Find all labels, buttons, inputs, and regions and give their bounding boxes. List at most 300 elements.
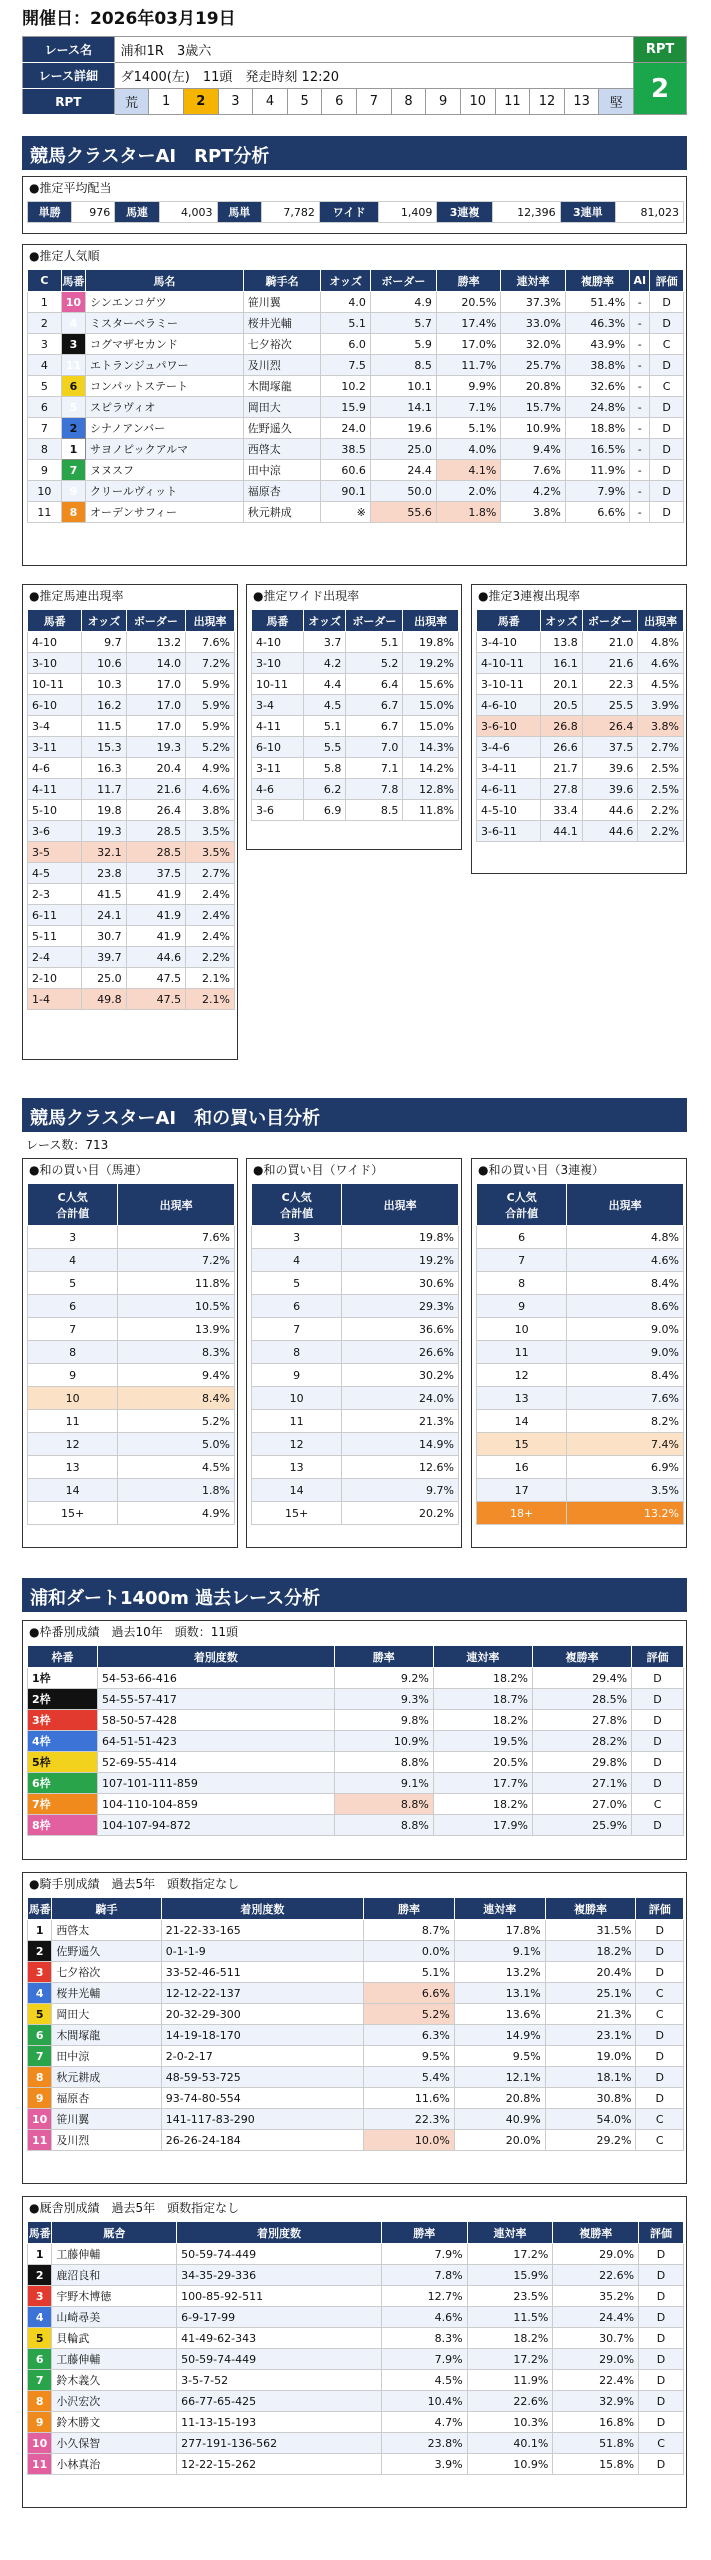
wa_umaren-cell: 5 xyxy=(28,1272,118,1295)
wa_wide-cell: 8 xyxy=(252,1341,342,1364)
waku-cell: C xyxy=(632,1794,684,1815)
sanfuku-cell: 44.6 xyxy=(582,800,638,821)
waku-cell: 8.8% xyxy=(334,1794,433,1815)
wa_wide-cell: 4 xyxy=(252,1249,342,1272)
wa_san-header-sum: C人気 合計値 xyxy=(477,1184,567,1226)
trainer-cell: 51.8% xyxy=(553,2433,639,2454)
popularity-cell: - xyxy=(630,376,650,397)
umaren-cell: 14.0 xyxy=(126,653,185,674)
wa_san-cell: 8 xyxy=(477,1272,567,1295)
waku-header: 複勝率 xyxy=(532,1646,631,1668)
table-row xyxy=(477,1295,684,1318)
table-row xyxy=(252,758,459,779)
jockey-cell: 31.5% xyxy=(545,1920,636,1941)
popularity-cell: - xyxy=(630,439,650,460)
wide-cell: 19.8% xyxy=(403,632,459,653)
popularity-cell: 5 xyxy=(61,397,85,418)
trainer-cell: D xyxy=(639,2307,684,2328)
umaren-cell: 41.9 xyxy=(126,926,185,947)
table-row xyxy=(28,2130,684,2151)
trainer-cell: D xyxy=(639,2412,684,2433)
jockey-cell: 29.2% xyxy=(545,2130,636,2151)
table-row xyxy=(477,1341,684,1364)
popularity-cell: クリールヴィット xyxy=(86,481,244,502)
trainer-cell: 1 xyxy=(28,2244,52,2265)
trainer-cell: 66-77-65-425 xyxy=(177,2391,382,2412)
popularity-cell: 2.0% xyxy=(436,481,500,502)
sanfuku-cell: 2.2% xyxy=(638,821,684,842)
jockey-cell: 18.2% xyxy=(545,1941,636,1962)
popularity-cell: C xyxy=(650,334,684,355)
sanfuku-cell: 4-10-11 xyxy=(477,653,541,674)
popularity-cell: 6.6% xyxy=(565,502,629,523)
wa_wide-cell: 14.9% xyxy=(342,1433,459,1456)
wa-san-title: ●和の買い目（3連複） xyxy=(478,1163,605,1177)
waku-cell: 29.4% xyxy=(532,1668,631,1689)
trainer-header: 勝率 xyxy=(381,2222,467,2244)
popularity-cell: 8 xyxy=(61,502,85,523)
popularity-title: ●推定人気順 xyxy=(29,249,100,263)
rpt-scale-cell: 4 xyxy=(253,89,288,115)
table-row xyxy=(28,1272,235,1295)
popularity-cell: - xyxy=(630,481,650,502)
table-row xyxy=(28,502,684,523)
umaren-cell: 11.7 xyxy=(82,779,127,800)
trainer-cell: 10 xyxy=(28,2433,52,2454)
trainer-header: 厩舎 xyxy=(52,2222,177,2244)
waku-cell: D xyxy=(632,1773,684,1794)
popularity-cell: C xyxy=(650,376,684,397)
trainer-cell: 50-59-74-449 xyxy=(177,2244,382,2265)
umaren-cell: 6-11 xyxy=(28,905,82,926)
popularity-cell: 福原杏 xyxy=(243,481,321,502)
table-row xyxy=(28,674,235,695)
popularity-cell: 16.5% xyxy=(565,439,629,460)
avg-payout-label: 3連単 xyxy=(560,202,615,223)
table-row xyxy=(28,2088,684,2109)
umaren-cell: 16.2 xyxy=(82,695,127,716)
wide-cell: 6.4 xyxy=(346,674,403,695)
trainer-cell: 11.9% xyxy=(467,2370,553,2391)
umaren-cell: 2-4 xyxy=(28,947,82,968)
jockey-header: 着別度数 xyxy=(161,1898,363,1920)
jockey-cell: 4 xyxy=(28,1983,52,2004)
trainer-cell: 11-13-15-193 xyxy=(177,2412,382,2433)
popularity-cell: 笹川翼 xyxy=(243,292,321,313)
jockey-cell: 岡田大 xyxy=(52,2004,161,2025)
waku-header: 枠番 xyxy=(28,1646,98,1668)
wa_san-cell: 17 xyxy=(477,1479,567,1502)
sanfuku-cell: 27.8 xyxy=(541,779,583,800)
race-detail: ダ1400(左) 11頭 発走時刻 12:20 xyxy=(114,63,633,89)
waku-cell: 17.7% xyxy=(433,1773,532,1794)
table-row xyxy=(477,1387,684,1410)
table-row xyxy=(28,2307,684,2328)
trainer-cell: 小沢宏次 xyxy=(52,2391,177,2412)
wide-cell: 4.4 xyxy=(303,674,346,695)
popularity-cell: ヌヌスフ xyxy=(86,460,244,481)
sanfuku-cell: 2.2% xyxy=(638,800,684,821)
popularity-cell: 55.6 xyxy=(370,502,436,523)
rpt-analysis-header: 競馬クラスターAI RPT分析 xyxy=(22,136,687,170)
sanfuku-cell: 26.6 xyxy=(541,737,583,758)
table-row xyxy=(28,313,684,334)
trainer-cell: 40.1% xyxy=(467,2433,553,2454)
popularity-cell: 3 xyxy=(28,334,62,355)
trainer-cell: 2 xyxy=(28,2265,52,2286)
waku-cell: 28.5% xyxy=(532,1689,631,1710)
wa_umaren-cell: 12 xyxy=(28,1433,118,1456)
waku-cell: 5枠 xyxy=(28,1752,98,1773)
table-row xyxy=(252,1272,459,1295)
jockey-cell: 福原杏 xyxy=(52,2088,161,2109)
trainer-cell: 貝輪武 xyxy=(52,2328,177,2349)
jockey-cell: 12.1% xyxy=(454,2067,545,2088)
popularity-cell: 90.1 xyxy=(321,481,370,502)
jockey-cell: 秋元耕成 xyxy=(52,2067,161,2088)
waku-cell: 107-101-111-859 xyxy=(98,1773,335,1794)
waku-cell: 18.2% xyxy=(433,1794,532,1815)
popularity-cell: D xyxy=(650,502,684,523)
trainer-title: ●厩舎別成績 過去5年 頭数指定なし xyxy=(29,2201,240,2215)
popularity-cell: 4 xyxy=(61,313,85,334)
wa_san-cell: 7.4% xyxy=(567,1433,684,1456)
table-row xyxy=(28,439,684,460)
avg-payout-label: 馬単 xyxy=(217,202,261,223)
jockey-cell: 9.5% xyxy=(364,2046,455,2067)
waku-cell: 54-55-57-417 xyxy=(98,1689,335,1710)
waku-cell: 10.9% xyxy=(334,1731,433,1752)
jockey-cell: 9 xyxy=(28,2088,52,2109)
popularity-cell: 6 xyxy=(28,397,62,418)
table-row xyxy=(252,632,459,653)
popularity-cell: 24.4 xyxy=(370,460,436,481)
sanfuku-cell: 3.8% xyxy=(638,716,684,737)
popularity-cell: D xyxy=(650,481,684,502)
jockey-cell: D xyxy=(636,1920,684,1941)
table-row xyxy=(28,1456,235,1479)
trainer-cell: D xyxy=(639,2328,684,2349)
trainer-cell: 8.3% xyxy=(381,2328,467,2349)
sanfuku-cell: 4.6% xyxy=(638,653,684,674)
sanfuku-cell: 21.0 xyxy=(582,632,638,653)
sanfuku-header: 馬番 xyxy=(477,610,541,632)
trainer-cell: 工藤伸輔 xyxy=(52,2349,177,2370)
umaren-cell: 24.1 xyxy=(82,905,127,926)
table-row xyxy=(477,1502,684,1525)
umaren-cell: 3-10 xyxy=(28,653,82,674)
popularity-cell: 8.5 xyxy=(370,355,436,376)
popularity-cell: 25.7% xyxy=(501,355,565,376)
jockey-cell: 20.0% xyxy=(454,2130,545,2151)
table-row xyxy=(477,653,684,674)
wide-cell: 15.6% xyxy=(403,674,459,695)
umaren-cell: 30.7 xyxy=(82,926,127,947)
table-row xyxy=(28,1920,684,1941)
waku-cell: 104-107-94-872 xyxy=(98,1815,335,1836)
table-row xyxy=(28,1710,684,1731)
table-row xyxy=(252,653,459,674)
wide-cell: 7.8 xyxy=(346,779,403,800)
wide-cell: 10-11 xyxy=(252,674,304,695)
umaren-cell: 26.4 xyxy=(126,800,185,821)
wa_umaren-cell: 5.0% xyxy=(118,1433,235,1456)
table-row xyxy=(252,737,459,758)
jockey-cell: 54.0% xyxy=(545,2109,636,2130)
popularity-cell: 岡田大 xyxy=(243,397,321,418)
wa_wide-cell: 14 xyxy=(252,1479,342,1502)
wa_umaren-cell: 8 xyxy=(28,1341,118,1364)
waku-cell: 8枠 xyxy=(28,1815,98,1836)
popularity-cell: コグマザセカンド xyxy=(86,334,244,355)
popularity-header: 連対率 xyxy=(501,270,565,292)
umaren-box xyxy=(22,584,238,1060)
popularity-cell: 4.1% xyxy=(436,460,500,481)
sanfuku-cell: 4-6-11 xyxy=(477,779,541,800)
wide-cell: 7.1 xyxy=(346,758,403,779)
popularity-header: ボーダー xyxy=(370,270,436,292)
waku-cell: 64-51-51-423 xyxy=(98,1731,335,1752)
popularity-cell: 10.9% xyxy=(501,418,565,439)
trainer-cell: 7.9% xyxy=(381,2349,467,2370)
table-row xyxy=(477,716,684,737)
popularity-header: オッズ xyxy=(321,270,370,292)
wide-cell: 15.0% xyxy=(403,695,459,716)
table-row xyxy=(28,1731,684,1752)
rpt-scale-cell: 9 xyxy=(426,89,461,115)
past-race-header: 浦和ダート1400m 過去レース分析 xyxy=(22,1578,687,1612)
table-row xyxy=(28,1815,684,1836)
table-row xyxy=(28,905,235,926)
trainer-cell: 山崎尋美 xyxy=(52,2307,177,2328)
table-row xyxy=(28,2391,684,2412)
popularity-box xyxy=(22,244,687,566)
jockey-cell: 19.0% xyxy=(545,2046,636,2067)
umaren-cell: 3-4 xyxy=(28,716,82,737)
waku-cell: 27.1% xyxy=(532,1773,631,1794)
waku-cell: 18.2% xyxy=(433,1668,532,1689)
umaren-cell: 5-11 xyxy=(28,926,82,947)
wa_wide-cell: 5 xyxy=(252,1272,342,1295)
wide-cell: 12.8% xyxy=(403,779,459,800)
table-row xyxy=(28,2433,684,2454)
waku-cell: D xyxy=(632,1731,684,1752)
popularity-cell: オーデンサフィー xyxy=(86,502,244,523)
trainer-cell: 29.0% xyxy=(553,2244,639,2265)
popularity-cell: コンパットステート xyxy=(86,376,244,397)
popularity-header: 馬番 xyxy=(61,270,85,292)
wide-cell: 4.5 xyxy=(303,695,346,716)
avg-payout-label: ワイド xyxy=(319,202,379,223)
trainer-cell: D xyxy=(639,2391,684,2412)
waku-cell: D xyxy=(632,1710,684,1731)
waku-header: 勝率 xyxy=(334,1646,433,1668)
wa_wide-cell: 13 xyxy=(252,1456,342,1479)
popularity-cell: 50.0 xyxy=(370,481,436,502)
wa_san-cell: 10 xyxy=(477,1318,567,1341)
trainer-table xyxy=(27,2221,684,2475)
wa_san-cell: 7 xyxy=(477,1249,567,1272)
trainer-cell: 17.2% xyxy=(467,2244,553,2265)
umaren-cell: 4-10 xyxy=(28,632,82,653)
jockey-cell: 5.1% xyxy=(364,1962,455,1983)
wa_wide-cell: 10 xyxy=(252,1387,342,1410)
rpt-scale-cell: 8 xyxy=(391,89,426,115)
jockey-cell: 30.8% xyxy=(545,2088,636,2109)
wide-cell: 3.7 xyxy=(303,632,346,653)
umaren-cell: 17.0 xyxy=(126,695,185,716)
table-row xyxy=(28,2349,684,2370)
popularity-cell: 37.3% xyxy=(501,292,565,313)
wa_umaren-cell: 6 xyxy=(28,1295,118,1318)
trainer-cell: D xyxy=(639,2454,684,2475)
jockey-cell: 17.8% xyxy=(454,1920,545,1941)
sanfuku-table xyxy=(476,609,684,842)
jockey-cell: 6 xyxy=(28,2025,52,2046)
popularity-cell: 6.0 xyxy=(321,334,370,355)
jockey-cell: D xyxy=(636,2088,684,2109)
trainer-header: 評価 xyxy=(639,2222,684,2244)
trainer-cell: C xyxy=(639,2433,684,2454)
popularity-header: 複勝率 xyxy=(565,270,629,292)
popularity-cell: 桜井光輔 xyxy=(243,313,321,334)
wide-cell: 3-10 xyxy=(252,653,304,674)
wa_san-cell: 4.8% xyxy=(567,1226,684,1249)
umaren-cell: 4-5 xyxy=(28,863,82,884)
jockey-cell: 25.1% xyxy=(545,1983,636,2004)
sanfuku-cell: 37.5 xyxy=(582,737,638,758)
umaren-header: 出現率 xyxy=(186,610,235,632)
table-row xyxy=(28,2067,684,2088)
jockey-cell: 笹川翼 xyxy=(52,2109,161,2130)
table-row xyxy=(477,1364,684,1387)
popularity-header: C xyxy=(28,270,62,292)
popularity-cell: 32.0% xyxy=(501,334,565,355)
table-row xyxy=(28,1318,235,1341)
umaren-cell: 13.2 xyxy=(126,632,185,653)
table-row xyxy=(28,758,235,779)
popularity-cell: 5.7 xyxy=(370,313,436,334)
wa-wide-title: ●和の買い目（ワイド） xyxy=(253,1163,384,1177)
jockey-title: ●騎手別成績 過去5年 頭数指定なし xyxy=(29,1877,240,1891)
popularity-cell: - xyxy=(630,397,650,418)
popularity-cell: 田中涼 xyxy=(243,460,321,481)
table-row xyxy=(252,779,459,800)
waku-cell: 19.5% xyxy=(433,1731,532,1752)
table-row xyxy=(28,1668,684,1689)
trainer-cell: D xyxy=(639,2244,684,2265)
sanfuku-cell: 3-6-10 xyxy=(477,716,541,737)
avg-payout-title: ●推定平均配当 xyxy=(29,181,112,195)
wa_wide-cell: 36.6% xyxy=(342,1318,459,1341)
waku-cell: 27.8% xyxy=(532,1710,631,1731)
umaren-table xyxy=(27,609,235,1010)
umaren-cell: 11.5 xyxy=(82,716,127,737)
popularity-cell: 17.0% xyxy=(436,334,500,355)
sanfuku-header: 出現率 xyxy=(638,610,684,632)
table-row xyxy=(28,292,684,313)
umaren-cell: 41.9 xyxy=(126,905,185,926)
table-row xyxy=(28,2328,684,2349)
wa_san-cell: 7.6% xyxy=(567,1387,684,1410)
jockey-cell: C xyxy=(636,1983,684,2004)
umaren-cell: 7.6% xyxy=(186,632,235,653)
umaren-cell: 47.5 xyxy=(126,968,185,989)
umaren-cell: 2.4% xyxy=(186,905,235,926)
trainer-cell: D xyxy=(639,2286,684,2307)
sanfuku-cell: 4.8% xyxy=(638,632,684,653)
table-row xyxy=(28,779,235,800)
trainer-cell: 34-35-29-336 xyxy=(177,2265,382,2286)
avg-payout-table xyxy=(27,201,684,223)
jockey-cell: C xyxy=(636,2109,684,2130)
table-row xyxy=(28,334,684,355)
wa_wide-cell: 11 xyxy=(252,1410,342,1433)
jockey-cell: 8.7% xyxy=(364,1920,455,1941)
wide-cell: 3-11 xyxy=(252,758,304,779)
jockey-cell: 木間塚龍 xyxy=(52,2025,161,2046)
umaren-cell: 44.6 xyxy=(126,947,185,968)
wa_san-cell: 16 xyxy=(477,1456,567,1479)
umaren-cell: 4-6 xyxy=(28,758,82,779)
jockey-cell: C xyxy=(636,2004,684,2025)
umaren-cell: 19.8 xyxy=(82,800,127,821)
trainer-cell: 30.7% xyxy=(553,2328,639,2349)
rpt-value: 2 xyxy=(634,63,687,115)
wide-cell: 5.1 xyxy=(303,716,346,737)
popularity-cell: 3.8% xyxy=(501,502,565,523)
popularity-header: 馬名 xyxy=(86,270,244,292)
popularity-cell: 4.0% xyxy=(436,439,500,460)
wa_umaren-cell: 8.4% xyxy=(118,1387,235,1410)
trainer-cell: 3.9% xyxy=(381,2454,467,2475)
wide-title: ●推定ワイド出現率 xyxy=(253,589,360,603)
wide-header: 出現率 xyxy=(403,610,459,632)
popularity-cell: シナノアンバー xyxy=(86,418,244,439)
jockey-cell: 2 xyxy=(28,1941,52,1962)
umaren-cell: 25.0 xyxy=(82,968,127,989)
avg-payout-value: 4,003 xyxy=(159,202,217,223)
wa_san-cell: 13 xyxy=(477,1387,567,1410)
waku-cell: 9.2% xyxy=(334,1668,433,1689)
popularity-cell: サヨノピックアルマ xyxy=(86,439,244,460)
jockey-cell: 3 xyxy=(28,1962,52,1983)
trainer-cell: 4.7% xyxy=(381,2412,467,2433)
race-detail-label: レース詳細 xyxy=(23,63,115,89)
wa_umaren-cell: 15+ xyxy=(28,1502,118,1525)
popularity-cell: 10.1 xyxy=(370,376,436,397)
wide-cell: 5.8 xyxy=(303,758,346,779)
wa_san-cell: 11 xyxy=(477,1341,567,1364)
sanfuku-box xyxy=(471,584,687,874)
trainer-cell: 鹿沼良和 xyxy=(52,2265,177,2286)
umaren-cell: 5.9% xyxy=(186,716,235,737)
table-row xyxy=(28,863,235,884)
rpt-scale-cell: 5 xyxy=(287,89,322,115)
popularity-cell: 7.9% xyxy=(565,481,629,502)
jockey-cell: 141-117-83-290 xyxy=(161,2109,363,2130)
wa_umaren-cell: 4.5% xyxy=(118,1456,235,1479)
waku-cell: 7枠 xyxy=(28,1794,98,1815)
table-row xyxy=(477,1433,684,1456)
avg-payout-label: 3連複 xyxy=(437,202,492,223)
popularity-cell: 7.5 xyxy=(321,355,370,376)
trainer-cell: 10.3% xyxy=(467,2412,553,2433)
rpt-scale-cell: 7 xyxy=(357,89,392,115)
trainer-cell: D xyxy=(639,2265,684,2286)
jockey-cell: 9.1% xyxy=(454,1941,545,1962)
jockey-cell: D xyxy=(636,2046,684,2067)
